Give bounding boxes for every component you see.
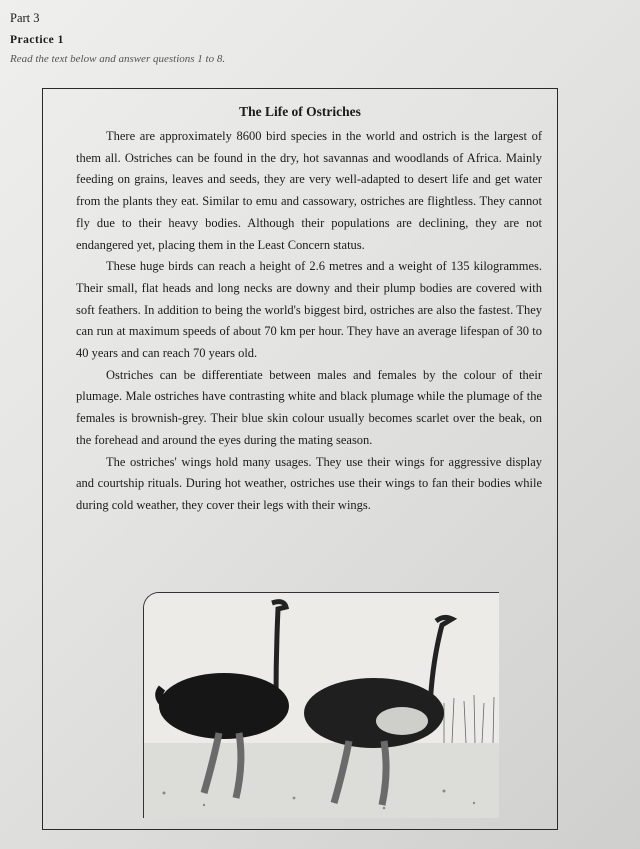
practice-label: Practice 1	[10, 34, 64, 46]
instruction-text: Read the text below and answer questions 1 to 8.	[10, 53, 226, 65]
article-title: The Life of Ostriches	[239, 104, 361, 119]
article-body	[76, 126, 542, 517]
ostrich-illustration	[143, 592, 499, 818]
paragraph-3: Ostriches can be differentiate between males and females by the colour of their plumage. Male ostriches have contrasting white and black plumage while the plumage of the females is brownish-grey. Their blue skin colour usually becomes scarlet over the beak, on the forehead and around the eyes during the mating season.	[76, 367, 542, 447]
part-label: Part 3	[10, 11, 40, 25]
paragraph-2: These huge birds can reach a height of 2.6 metres and a weight of 135 kilogrammes. Their small, flat heads and long necks are downy and their plump bodies are covered with soft feathers. In addition to being the world's biggest bird, ostriches are also the fastest. They can run at maximum speeds of about 70 km per hour. They have an average lifespan of 30 to 40 years and can reach 70 years old.	[76, 259, 542, 361]
reading-passage-box	[42, 88, 558, 830]
paragraph-4: The ostriches' wings hold many usages. They use their wings for aggressive display and courtship rituals. During hot weather, ostriches use their wings to fan their bodies while during cold weather, they cover their legs with their wings.	[76, 454, 542, 512]
paragraph-1: There are approximately 8600 bird species in the world and ostrich is the largest of them all. Ostriches can be found in the dry, hot savannas and woodlands of Africa. Mainly feeding on grains, leaves and seeds, they are very well-adapted to desert life and get water from the plants they eat. Similar to emu and cassowary, ostriches are flightless. They cannot fly due to their heavy bodies. Although their populations are declining, they are not endangered yet, placing them in the Least Concern status.	[76, 129, 542, 252]
